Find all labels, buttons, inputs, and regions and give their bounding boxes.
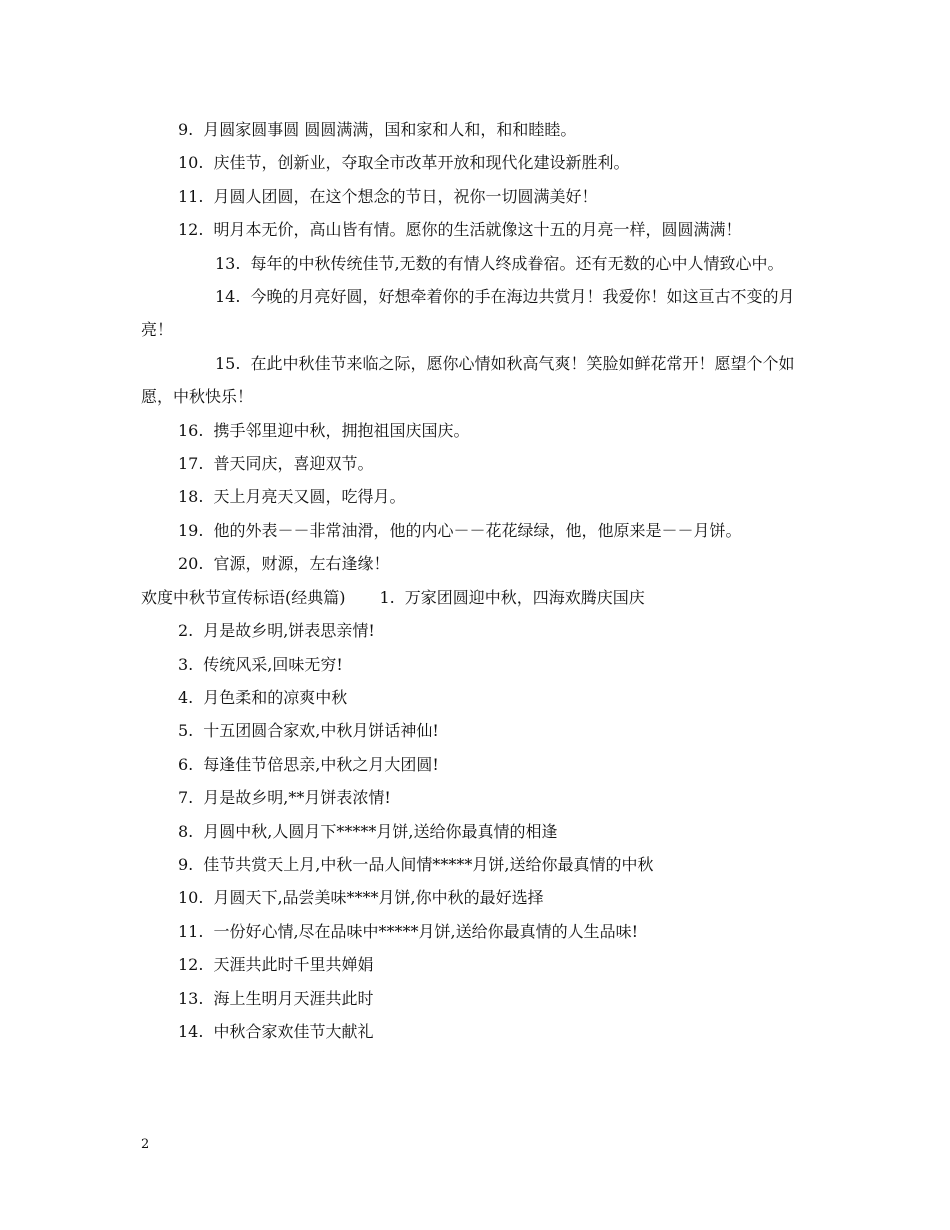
item-number: 10. — [178, 153, 204, 173]
item-text: 佳节共赏天上月,中秋一品人间情*****月饼,送给你最真情的中秋 — [203, 854, 654, 874]
item-number: 5. — [178, 721, 194, 741]
item-text: 每年的中秋传统佳节,无数的有情人终成眷宿。还有无数的心中人情致心中。 — [250, 253, 784, 273]
item-number: 10. — [178, 888, 204, 908]
section-heading-line — [141, 581, 821, 614]
item-text: 官源，财源，左右逢缘！ — [213, 554, 390, 574]
item-number: 11. — [178, 921, 204, 941]
list-item — [141, 514, 821, 547]
item-number: 12. — [178, 955, 204, 975]
list-item — [141, 146, 821, 179]
item-number: 9. — [178, 120, 194, 139]
item-number: 6. — [178, 754, 194, 774]
item-text: 每逢佳节倍思亲,中秋之月大团圆! — [203, 754, 439, 774]
list-item — [141, 848, 821, 881]
list-item — [141, 280, 821, 347]
list-item — [141, 948, 821, 981]
list-item — [141, 480, 821, 513]
item-number: 18. — [178, 487, 204, 507]
item-number: 4. — [178, 687, 194, 707]
list-item — [141, 982, 821, 1015]
list-item — [141, 614, 821, 647]
item-number: 13. — [178, 988, 204, 1008]
item-number: 11. — [178, 186, 204, 206]
item-text: 今晚的月亮好圆，好想牵着你的手在海边共赏月！我爱你！如这亘古不变的月亮！ — [141, 287, 795, 340]
item-number: 13. — [215, 253, 241, 273]
document-body — [141, 113, 821, 1048]
item-number: 16. — [178, 420, 204, 440]
item-text: 中秋合家欢佳节大献礼 — [213, 1021, 374, 1041]
item-text: 月圆中秋,人圆月下*****月饼,送给你最真情的相逢 — [203, 821, 558, 841]
list-item — [141, 915, 821, 948]
item-number: 9. — [178, 854, 194, 874]
list-item — [141, 247, 821, 280]
item-number: 17. — [178, 454, 204, 474]
item-text: 携手邻里迎中秋，拥抱祖国庆国庆。 — [213, 420, 470, 440]
list-item — [141, 447, 821, 480]
list-item — [141, 815, 821, 848]
item-text: 月圆家圆事圆 圆圆满满，国和家和人和，和和睦睦。 — [203, 120, 577, 139]
item-number: 1. — [379, 587, 395, 607]
item-text: 月是故乡明,**月饼表浓情! — [203, 788, 391, 808]
item-number: 7. — [178, 788, 194, 808]
item-number: 2. — [178, 621, 194, 641]
item-text: 十五团圆合家欢,中秋月饼话神仙! — [203, 721, 439, 741]
item-number: 20. — [178, 554, 204, 574]
item-text: 月圆天下,品尝美味****月饼,你中秋的最好选择 — [213, 888, 544, 908]
item-number: 14. — [178, 1021, 204, 1041]
item-text: 一份好心情,尽在品味中*****月饼,送给你最真情的人生品味! — [213, 921, 639, 941]
item-number: 15. — [215, 353, 241, 373]
item-text: 天上月亮天又圆，吃得月。 — [213, 487, 406, 507]
item-text: 庆佳节，创新业，夺取全市改革开放和现代化建设新胜利。 — [213, 153, 630, 173]
list-item — [141, 714, 821, 747]
item-text: 他的外表－－非常油滑，他的内心－－花花绿绿，他，他原来是－－月饼。 — [213, 520, 742, 540]
item-number: 12. — [178, 220, 204, 240]
item-text: 普天同庆，喜迎双节。 — [213, 454, 374, 474]
item-number: 19. — [178, 520, 204, 540]
item-number: 8. — [178, 821, 194, 841]
item-text: 在此中秋佳节来临之际，愿你心情如秋高气爽！笑脸如鲜花常开！愿望个个如愿，中秋快乐！ — [141, 353, 795, 407]
item-text: 月圆人团圆，在这个想念的节日，祝你一切圆满美好！ — [213, 186, 598, 206]
list-item — [141, 781, 821, 814]
list-item — [141, 881, 821, 914]
item-text: 天涯共此时千里共婵娟 — [213, 955, 374, 975]
list-item — [141, 1015, 821, 1048]
item-number: 3. — [178, 654, 194, 674]
list-item — [141, 347, 821, 414]
page-number: 2 — [141, 1137, 150, 1152]
item-text: 明月本无价，高山皆有情。愿你的生活就像这十五的月亮一样，圆圆满满！ — [213, 220, 742, 240]
list-item — [141, 648, 821, 681]
section-heading: 欢度中秋节宣传标语(经典篇) — [141, 587, 346, 607]
list-item — [141, 113, 821, 146]
list-item — [141, 213, 821, 246]
list-item — [141, 681, 821, 714]
item-text: 月是故乡明,饼表思亲情! — [203, 621, 375, 641]
list-item — [141, 748, 821, 781]
list-item — [141, 414, 821, 447]
item-text: 月色柔和的凉爽中秋 — [203, 687, 348, 707]
item-text: 海上生明月天涯共此时 — [213, 988, 374, 1008]
list-item — [141, 180, 821, 213]
item-number: 14. — [215, 287, 241, 307]
item-text: 万家团圆迎中秋，四海欢腾庆国庆 — [404, 587, 645, 607]
list-item — [141, 547, 821, 580]
item-text: 传统风采,回味无穷! — [203, 654, 343, 674]
